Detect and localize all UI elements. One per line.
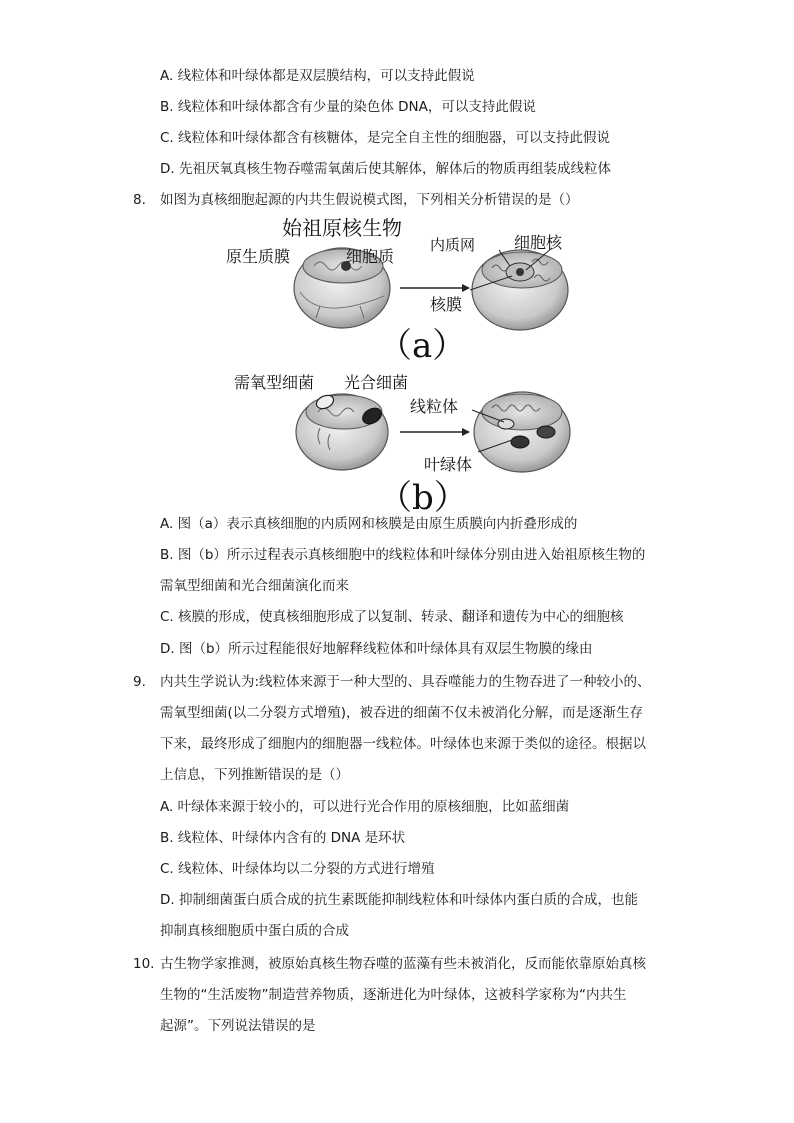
q9-option-c: C. 线粒体、叶绿体均以二分裂的方式进行增殖: [160, 861, 435, 877]
q7-option-c: C. 线粒体和叶绿体都含有核糖体，是完全自主性的细胞器，可以支持此假说: [160, 130, 611, 146]
label-mitochondrion: 线粒体: [410, 397, 459, 416]
q9-number: 9.: [133, 674, 146, 690]
q7-option-d: D. 先祖厌氧真核生物吞噬需氧菌后使其解体，解体后的物质再组装成线粒体: [160, 161, 611, 177]
q9-option-d-line1: D. 抑制细菌蛋白质合成的抗生素既能抑制线粒体和叶绿体内蛋白质的合成，也能: [160, 892, 638, 908]
q9-option-a: A. 叶绿体来源于较小的，可以进行光合作用的原核细胞，比如蓝细菌: [160, 799, 570, 815]
label-nucleus: 细胞核: [514, 233, 563, 252]
q9-stem-line3: 下来，最终形成了细胞内的细胞器一线粒体。叶绿体也来源于类似的途径。根据以: [160, 736, 646, 752]
q8-option-b-line2: 需氧型细菌和光合细菌演化而来: [160, 578, 349, 594]
q9-option-b: B. 线粒体、叶绿体内含有的 DNA 是环状: [160, 830, 406, 846]
eukaryotic-cell-a: [470, 248, 568, 330]
label-membrane: 原生质膜: [226, 247, 291, 266]
q9-stem-line1: 内共生学说认为:线粒体来源于一种大型的、具吞噬能力的生物吞进了一种较小的、: [160, 674, 651, 690]
label-er: 内质网: [430, 236, 476, 254]
q9-stem-line4: 上信息，下列推断错误的是（）: [160, 767, 349, 783]
panel-label-b: （b）: [378, 478, 468, 518]
label-nuclear-envelope: 核膜: [430, 295, 463, 314]
q8-number: 8.: [133, 192, 146, 208]
q10-number: 10.: [133, 956, 155, 972]
panel-label-a: （a）: [378, 326, 467, 366]
q9-stem-line2: 需氧型细菌(以二分裂方式增殖)，被吞进的细菌不仅未被消化分解，而是逐渐生存: [160, 705, 644, 721]
q7-option-b: B. 线粒体和叶绿体都含有少量的染色体 DNA，可以支持此假说: [160, 99, 536, 115]
label-aerobic-bacteria: 需氧型细菌: [234, 373, 315, 392]
label-cytoplasm: 细胞质: [346, 247, 395, 266]
q10-stem-line1: 古生物学家推测，被原始真核生物吞噬的蓝藻有些未被消化，反而能依靠原始真核: [160, 956, 646, 972]
q8-option-a: A. 图（a）表示真核细胞的内质网和核膜是由原生质膜向内折叠形成的: [160, 516, 578, 532]
eukaryotic-cell-b: [472, 392, 570, 472]
figure-drawing: [0, 0, 794, 520]
arrow-a: [400, 284, 470, 292]
q8-option-b-line1: B. 图（b）所示过程表示真核细胞中的线粒体和叶绿体分别由进入始祖原核生物的: [160, 547, 646, 563]
q8-option-d: D. 图（b）所示过程能很好地解释线粒体和叶绿体具有双层生物膜的缘由: [160, 641, 593, 657]
arrow-b: [400, 428, 470, 436]
q9-option-d-line2: 抑制真核细胞质中蛋白质的合成: [160, 923, 349, 939]
label-photosynthetic-bacteria: 光合细菌: [344, 373, 409, 392]
q10-stem-line2: 生物的“生活废物”制造营养物质，逐渐进化为叶绿体，这被科学家称为“内共生: [160, 987, 627, 1003]
q8-option-c: C. 核膜的形成，使真核细胞形成了以复制、转录、翻译和遗传为中心的细胞核: [160, 609, 624, 625]
q7-option-a: A. 线粒体和叶绿体都是双层膜结构，可以支持此假说: [160, 68, 475, 84]
figure-title: 始祖原核生物: [282, 216, 402, 240]
host-cell-b: [296, 393, 388, 470]
q8-stem: 如图为真核细胞起源的内共生假说模式图，下列相关分析错误的是（）: [160, 192, 579, 208]
q10-stem-line3: 起源”。下列说法错误的是: [160, 1018, 316, 1034]
label-chloroplast: 叶绿体: [424, 455, 473, 474]
